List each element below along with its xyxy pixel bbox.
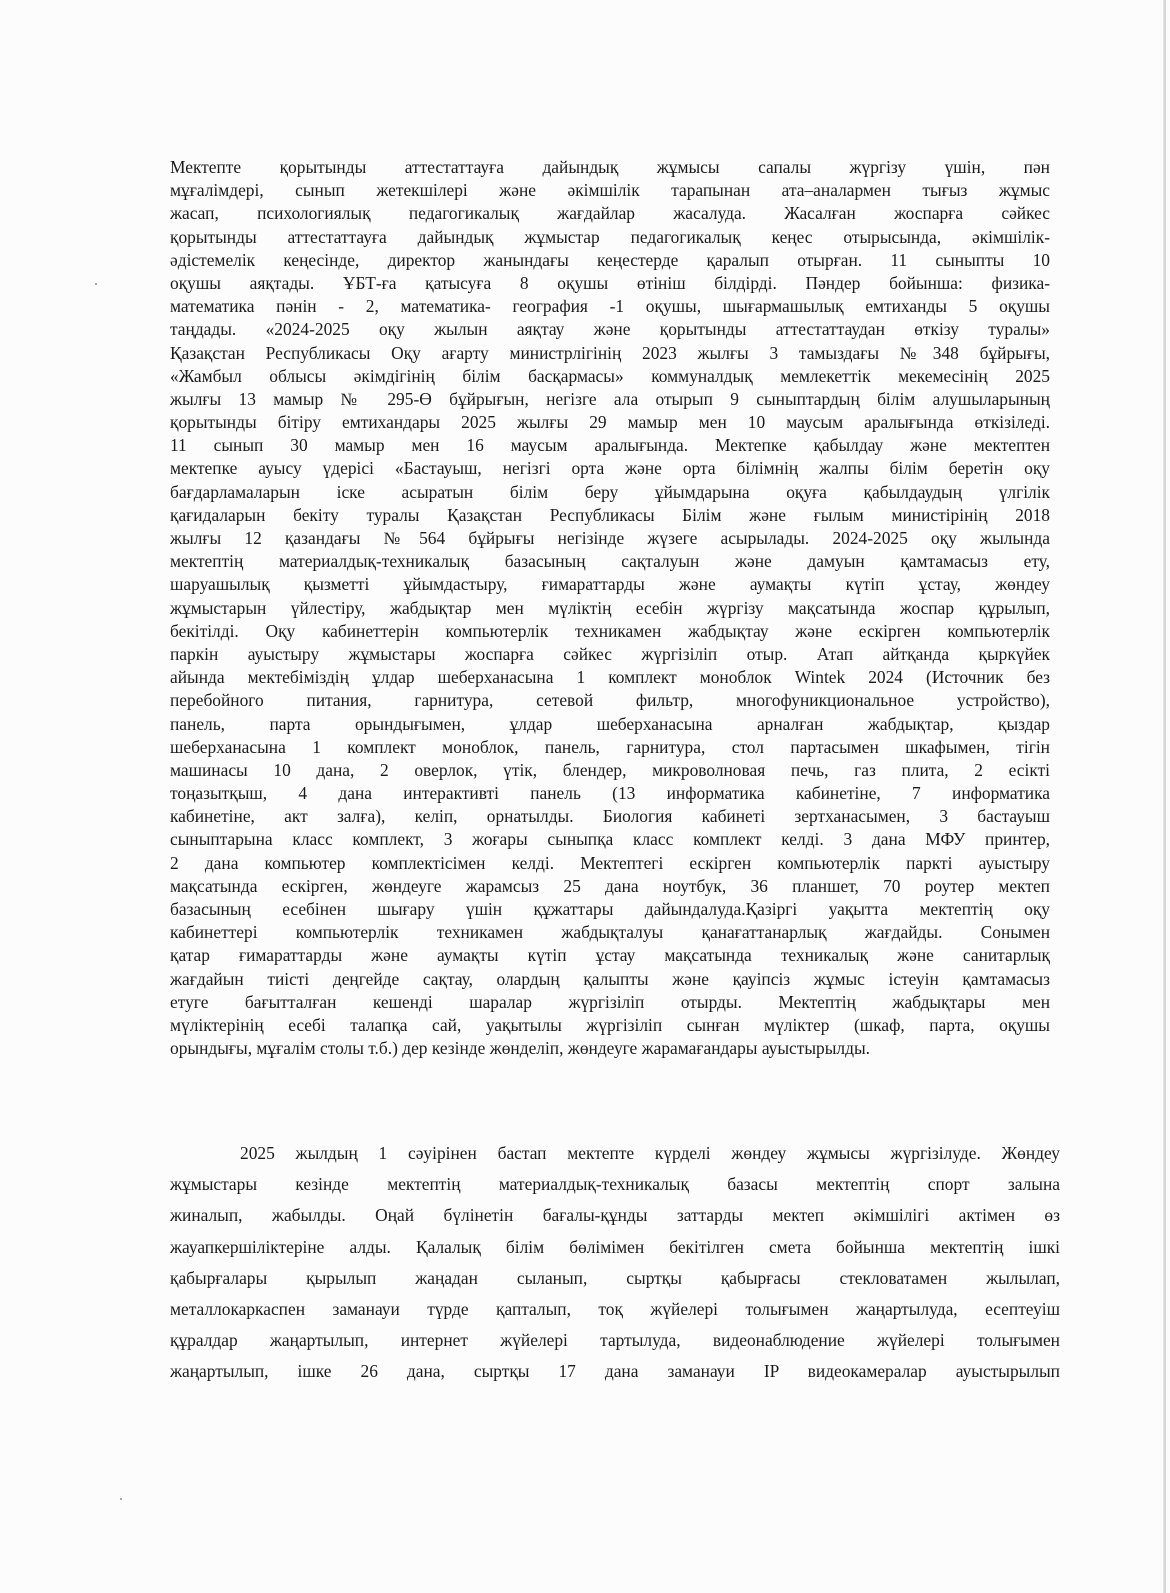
text-line: мектептің материалдық-техникалық базасының сақталуын және дамуын қамтамасыз ету, (170, 551, 1050, 572)
scan-speck (95, 283, 97, 285)
text-line: таңдады. «2024-2025 оқу жылын аяқтау және қорытынды аттестаттаудан өткізу туралы» (170, 319, 1050, 340)
text-line: жылғы 12 қазандағы №564 бұйрығы негізінде жүзеге асырылады. 2024-2025 оқу жылында (170, 528, 1050, 548)
text-line: қорытынды аттестаттауға дайындық жұмыстар педагогикалық кеңес отырысында, әкімшілік- (170, 226, 1050, 247)
text-line: жұмыстарын үйлестіру, жабдықтар мен мүліктің есебін жүргізу мақсатында жоспар құрылып, (170, 597, 1050, 618)
text-line: мектепке ауысу үдерісі «Бастауыш, негізгі орта және орта білімнің жалпы білім беретін оқу (170, 458, 1050, 479)
text-line: панель, парта орындығымен, ұлдар шеберханасына арналған жабдықтар, қыздар (170, 713, 1050, 734)
text-line: жауапкершіліктеріне алды. Қалалық білім бөлімімен бекітілген смета бойынша мектептің ішкі (170, 1236, 1060, 1257)
scan-speck (120, 1498, 122, 1500)
text-line: базасының есебінен шығару үшін құжаттары дайындалуда.Қазіргі уақытта мектептің оқу (170, 899, 1050, 919)
text-line: 2025 жылдың 1 сәуірінен бастап мектепте күрделі жөндеу жұмысы жүргізілуде. Жөндеу (240, 1143, 1060, 1163)
text-line: етуге бағытталған кешенді шаралар жүргізіліп отырды. Мектептің жабдықтары мен (170, 991, 1050, 1012)
text-line: қағидаларын бекіту туралы Қазақстан Республикасы Білім және ғылым министірінің 2018 (170, 504, 1050, 525)
text-line: шаруашылық қызметті ұйымдастыру, ғимараттарды және аумақты күтіп ұстау, жөндеу (170, 574, 1050, 595)
text-line: жаңартылып, ішке 26 дана, сыртқы 17 дана заманауи IP видеокамералар ауыстырылып (170, 1361, 1060, 1382)
text-line: қабырғалары қырылып жаңадан сыланып, сыртқы қабырғасы стекловатамен жылылап, (170, 1267, 1060, 1288)
text-line: айында мектебіміздің ұлдар шеберханасына 1 комплект моноблок Wintek 2024 (Источник без (170, 667, 1050, 688)
text-line: шеберханасына 1 комплект моноблок, панель, гарнитура, стол партасымен шкафымен, тігін (170, 736, 1050, 757)
text-line: тоңазытқыш, 4 дана интерактивті панель (13 информатика кабинетіне, 7 информатика (170, 783, 1050, 804)
text-line: жағдайын тиісті деңгейде сақтау, олардың қалыпты және қауіпсіз жұмыс істеуін қамтамасыз (170, 968, 1050, 989)
text-line: бекітілді. Оқу кабинеттерін компьютерлік техникамен жабдықтау және ескірген компьютерлік (170, 620, 1050, 641)
text-line: кабинеттері компьютерлік техникамен жабдықталуы қанағаттанарлық жағдайды. Сонымен (170, 922, 1050, 943)
text-line: металлокаркаспен заманауи түрде қапталып, тоқ жүйелері толығымен жаңартылуда, есептеуіш (170, 1298, 1060, 1319)
text-line: Мектепте қорытынды аттестаттауға дайындық жұмысы сапалы жүргізу үшін, пән (170, 157, 1050, 177)
text-line: әдістемелік кеңесінде, директор жанындағы кеңестерде қаралып отырған. 11 сыныпты 10 (170, 249, 1050, 270)
text-line: жасап, психологиялық педагогикалық жағдайлар жасалуда. Жасалған жоспарға сәйкес (170, 203, 1050, 224)
text-line: қатар ғимараттарды және аумақты күтіп ұстау мақсатында техникалық және санитарлық (170, 945, 1050, 966)
text-line: «Жамбыл облысы әкімдігінің білім басқармасы» коммуналдық мемлекеттік мекемесінің 2025 (170, 365, 1050, 386)
text-line: мұғалімдері, сынып жетекшілері және әкімшілік тарапынан ата–аналармен тығыз жұмыс (170, 180, 1050, 201)
text-line: жұмыстары кезінде мектептің материалдық-техникалық базасы мектептің спорт залына (170, 1174, 1060, 1195)
text-line: қорытынды бітіру емтихандары 2025 жылғы 29 мамыр мен 10 маусым аралығында өткізіледі. (170, 412, 1050, 433)
text-line: жылғы 13 мамыр № 295-Ө бұйрығын, негізге ала отырып 9 сыныптардың білім алушыларының (170, 388, 1050, 409)
text-line: Қазақстан Республикасы Оқу ағарту министрлігінің 2023 жылғы 3 тамыздағы №348 бұйрығы, (170, 342, 1050, 363)
text-line: 2 дана компьютер комплектісімен келді. Мектептегі ескірген компьютерлік паркті ауыстыру (170, 852, 1050, 873)
paragraph-2 (170, 1138, 1060, 1388)
page-edge-shadow (1163, 0, 1166, 1593)
text-line: паркін ауыстыру жұмыстары жоспарға сәйкес жүргізіліп отыр. Атап айтқанда қыркүйек (170, 643, 1050, 664)
text-line: кабинетіне, акт залға), келіп, орнатылды. Биология кабинеті зертханасымен, 3 бастауыш (170, 806, 1050, 827)
text-line: сыныптарына класс комплект, 3 жоғары сыныпқа класс комплект келді. 3 дана МФУ принтер, (170, 829, 1050, 850)
text-line: жиналып, жабылды. Оңай бүлінетін бағалы-құнды заттарды мектеп әкімшілігі актімен өз (170, 1205, 1060, 1226)
text-line: бағдарламаларын іске асыратын білім беру ұйымдарына оқуға қабылдаудың үлгілік (170, 481, 1050, 502)
text-line: құралдар жаңартылып, интернет жүйелері тартылуда, видеонаблюдение жүйелері толығымен (170, 1330, 1060, 1351)
text-line: мүліктерінің есебі талапқа сай, уақытылы жүргізіліп сынған мүліктер (шкаф, парта, оқушы (170, 1014, 1050, 1035)
text-line: машинасы 10 дана, 2 оверлок, үтік, блендер, микроволновая печь, газ плита, 2 есікті (170, 759, 1050, 780)
text-line: орындығы, мұғалім столы т.б.) дер кезінде жөнделіп, жөндеуге жарамағандары ауыстырылды. (170, 1038, 870, 1059)
text-line: 11 сынып 30 мамыр мен 16 маусым аралығында. Мектепке қабылдау және мектептен (170, 435, 1050, 456)
text-line: перебойного питания, гарнитура, сетевой фильтр, многофуникциональное устройство), (170, 690, 1050, 711)
text-line: математика пәнін - 2, математика- география -1 оқушы, шығармашылық емтиханды 5 оқушы (170, 296, 1050, 317)
text-line: мақсатында ескірген, жөндеуге жарамсыз 25 дана ноутбук, 36 планшет, 70 роутер мектеп (170, 875, 1050, 896)
text-line: оқушы аяқтады. ҰБТ-ға қатысуға 8 оқушы өтініш білдірді. Пәндер бойынша: физика- (170, 272, 1050, 293)
paragraph-1 (170, 156, 1050, 1060)
